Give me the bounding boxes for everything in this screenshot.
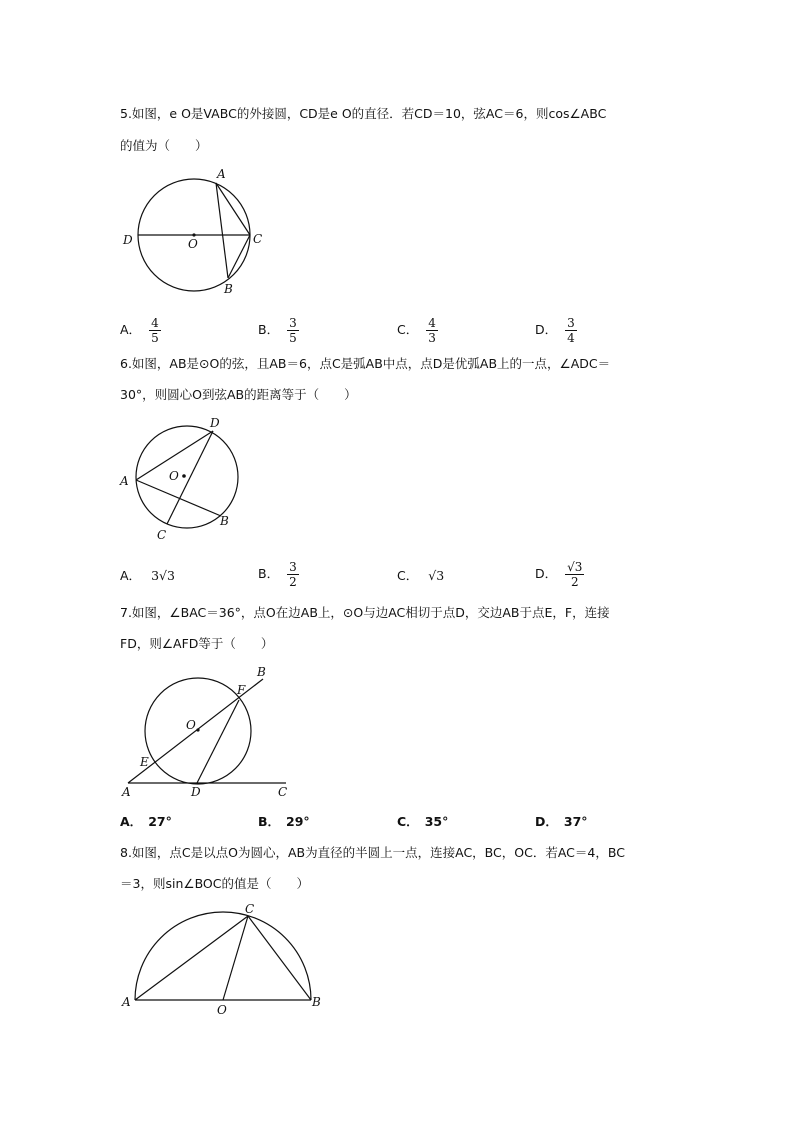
q5-label-c: C xyxy=(253,232,263,246)
q5-option-c xyxy=(397,316,438,345)
option-value: √3 xyxy=(428,568,445,583)
q7-option-b: B． 29° xyxy=(258,814,310,829)
q7-text-line2: FD，则∠AFD等于（ ） xyxy=(120,636,274,651)
q6-label-c: C xyxy=(157,528,167,542)
fraction: $\frac{3}{2}$ xyxy=(289,560,297,589)
q6-option-b xyxy=(258,560,299,589)
q5-text-line2: 的值为（ ） xyxy=(120,138,208,153)
q7-label-c: C xyxy=(278,785,288,799)
q7-label-e: E xyxy=(140,755,149,769)
fraction: $\frac{4}{3}$ xyxy=(428,316,436,345)
option-letter: C． xyxy=(397,568,419,583)
q6-option-c xyxy=(397,566,444,584)
option-value: 3√3 xyxy=(151,568,175,583)
q8-segment-ac xyxy=(135,916,248,1000)
fraction: $\frac{√3}{2}$ xyxy=(567,560,583,589)
q7-label-b: B xyxy=(257,665,266,679)
q8-figure xyxy=(118,900,328,1020)
q8-label-a: A xyxy=(122,995,131,1009)
q6-circle xyxy=(136,426,238,528)
q6-label-d: D xyxy=(210,416,220,430)
q8-label-c: C xyxy=(245,902,255,916)
q8-semicircle xyxy=(135,912,311,1000)
q7-center-dot xyxy=(196,728,199,731)
q6-option-a xyxy=(120,566,175,584)
q8-label-b: B xyxy=(312,995,321,1009)
q6-label-b: B xyxy=(220,514,229,528)
q5-option-b xyxy=(258,316,299,345)
option-letter: C． xyxy=(397,322,419,337)
q6-center-dot xyxy=(182,474,186,478)
option-letter: A． xyxy=(120,322,142,337)
option-letter: D． xyxy=(535,322,558,337)
option-letter: B． xyxy=(258,566,280,581)
q5-option-d xyxy=(535,316,577,345)
q5-segment-ab xyxy=(216,183,228,278)
q7-option-a: A． 27° xyxy=(120,814,172,829)
q5-label-b: B xyxy=(224,282,233,296)
q8-text-line2: ＝3，则sin∠BOC的值是（ ） xyxy=(120,876,309,891)
q6-label-a: A xyxy=(120,474,129,488)
q7-option-c: C． 35° xyxy=(397,814,449,829)
q5-option-a xyxy=(120,316,161,345)
q5-label-o: O xyxy=(188,237,198,251)
q7-label-o: O xyxy=(186,718,196,732)
fraction: $\frac{4}{5}$ xyxy=(151,316,159,345)
q7-label-f: F xyxy=(237,683,246,697)
q5-segment-bc xyxy=(228,235,250,278)
q5-label-a: A xyxy=(217,167,226,181)
q5-figure xyxy=(120,165,280,300)
q7-option-d: D． 37° xyxy=(535,814,588,829)
q6-option-d xyxy=(535,560,584,589)
option-letter: D． xyxy=(535,566,558,581)
fraction: $\frac{3}{5}$ xyxy=(289,316,297,345)
q8-segment-bc xyxy=(248,916,311,1000)
q5-text-line1: 5.如图，e O是VABC的外接圆，CD是e O的直径．若CD＝10，弦AC＝6，则cos∠ABC xyxy=(120,106,607,121)
q8-text-line1: 8.如图，点C是以点O为圆心，AB为直径的半圆上一点，连接AC，BC，OC．若AC＝4，BC xyxy=(120,845,625,860)
fraction: $\frac{3}{4}$ xyxy=(567,316,575,345)
q6-label-o: O xyxy=(169,469,179,483)
q6-text-line1: 6.如图，AB是⊙O的弦，且AB＝6，点C是弧AB中点，点D是优弧AB上的一点，∠ADC＝ xyxy=(120,356,611,371)
q8-label-o: O xyxy=(217,1003,227,1017)
q8-segment-oc xyxy=(223,916,248,1000)
q7-label-a: A xyxy=(122,785,131,799)
q6-text-line2: 30°，则圆心O到弦AB的距离等于（ ） xyxy=(120,387,357,402)
option-letter: B． xyxy=(258,322,280,337)
q7-figure xyxy=(118,662,298,798)
q6-figure xyxy=(118,414,258,544)
q5-label-d: D xyxy=(123,233,133,247)
q7-label-d: D xyxy=(191,785,201,799)
option-letter: A． xyxy=(120,568,142,583)
q7-text-line1: 7.如图，∠BAC＝36°，点O在边AB上，⊙O与边AC相切于点D，交边AB于点E，F，连接 xyxy=(120,605,610,620)
